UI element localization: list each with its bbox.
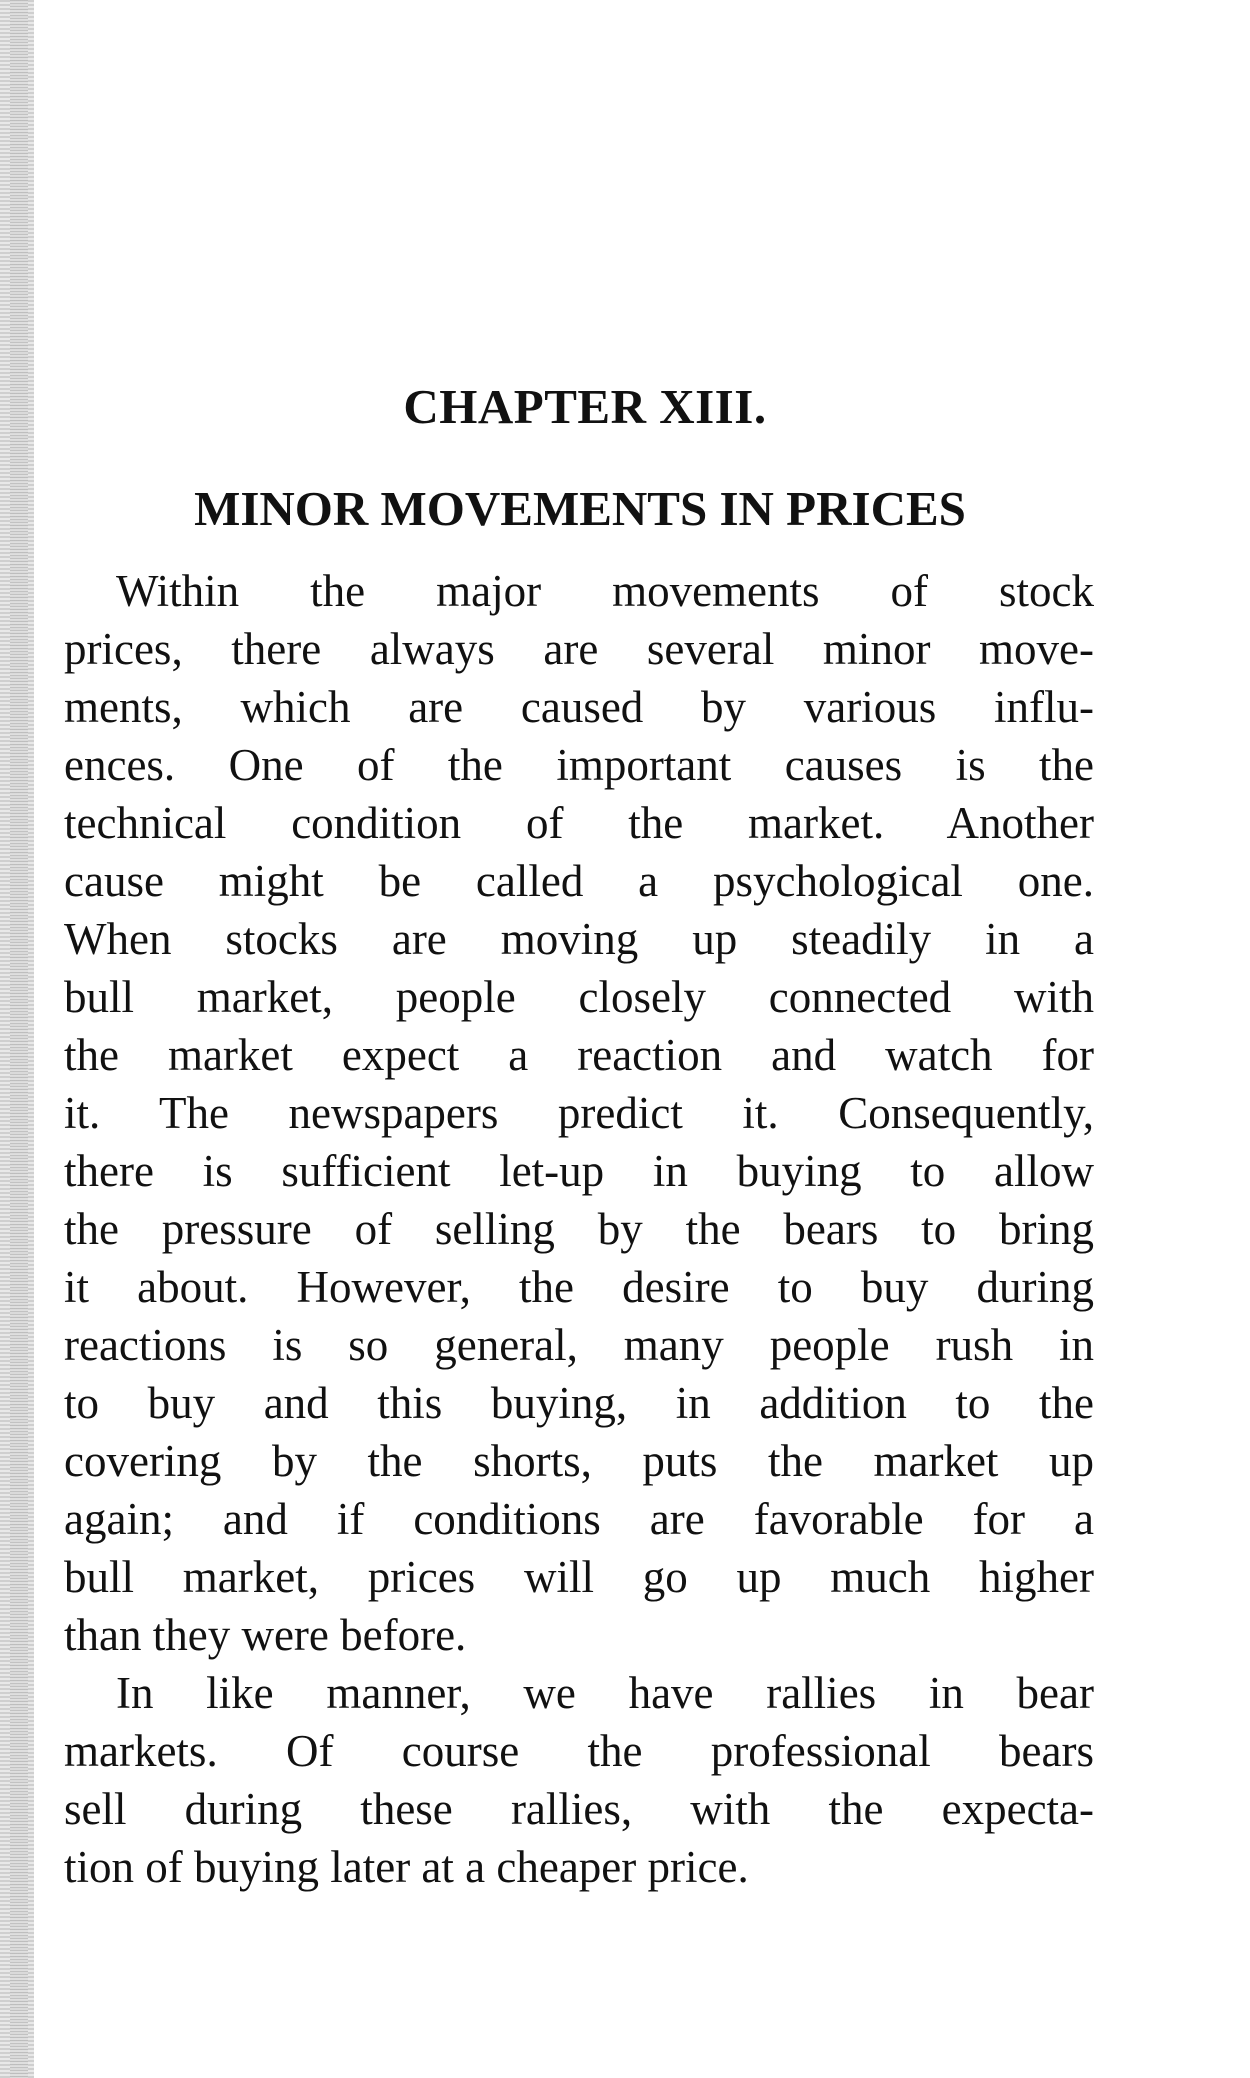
chapter-body [64, 562, 1094, 1896]
page-binding-edge [0, 0, 34, 2078]
text-line: there is sufficient let-up in buying to allow [64, 1146, 1094, 1196]
text-line: prices, there always are several minor move- [64, 624, 1094, 674]
text-line: bull market, prices will go up much higher [64, 1552, 1094, 1602]
binding-shadow [10, 0, 28, 2078]
text-line: technical condition of the market. Another [64, 798, 1094, 848]
text-line: Within the major movements of stock [116, 566, 1094, 616]
text-line: again; and if conditions are favorable for a [64, 1494, 1094, 1544]
text-line: cause might be called a psychological one. [64, 856, 1094, 906]
text-line: the pressure of selling by the bears to bring [64, 1204, 1094, 1254]
text-line: it about. However, the desire to buy during [64, 1262, 1094, 1312]
text-line: markets. Of course the professional bears [64, 1726, 1094, 1776]
text-line: bull market, people closely connected with [64, 972, 1094, 1022]
text-line: to buy and this buying, in addition to the [64, 1378, 1094, 1428]
text-line: When stocks are moving up steadily in a [64, 914, 1094, 964]
text-line: sell during these rallies, with the expecta- [64, 1784, 1094, 1834]
text-line: In like manner, we have rallies in bear [116, 1668, 1094, 1718]
chapter-heading: CHAPTER XIII. [403, 379, 767, 434]
text-line: covering by the shorts, puts the market up [64, 1436, 1094, 1486]
text-line: tion of buying later at a cheaper price. [64, 1842, 749, 1892]
text-line: the market expect a reaction and watch for [64, 1030, 1094, 1080]
text-line: than they were before. [64, 1610, 467, 1660]
text-line: reactions is so general, many people rush in [64, 1320, 1094, 1370]
text-line: ences. One of the important causes is the [64, 740, 1094, 790]
text-line: ments, which are caused by various influ- [64, 682, 1094, 732]
chapter-title: MINOR MOVEMENTS IN PRICES [194, 481, 966, 536]
text-line: it. The newspapers predict it. Consequently, [64, 1088, 1094, 1138]
